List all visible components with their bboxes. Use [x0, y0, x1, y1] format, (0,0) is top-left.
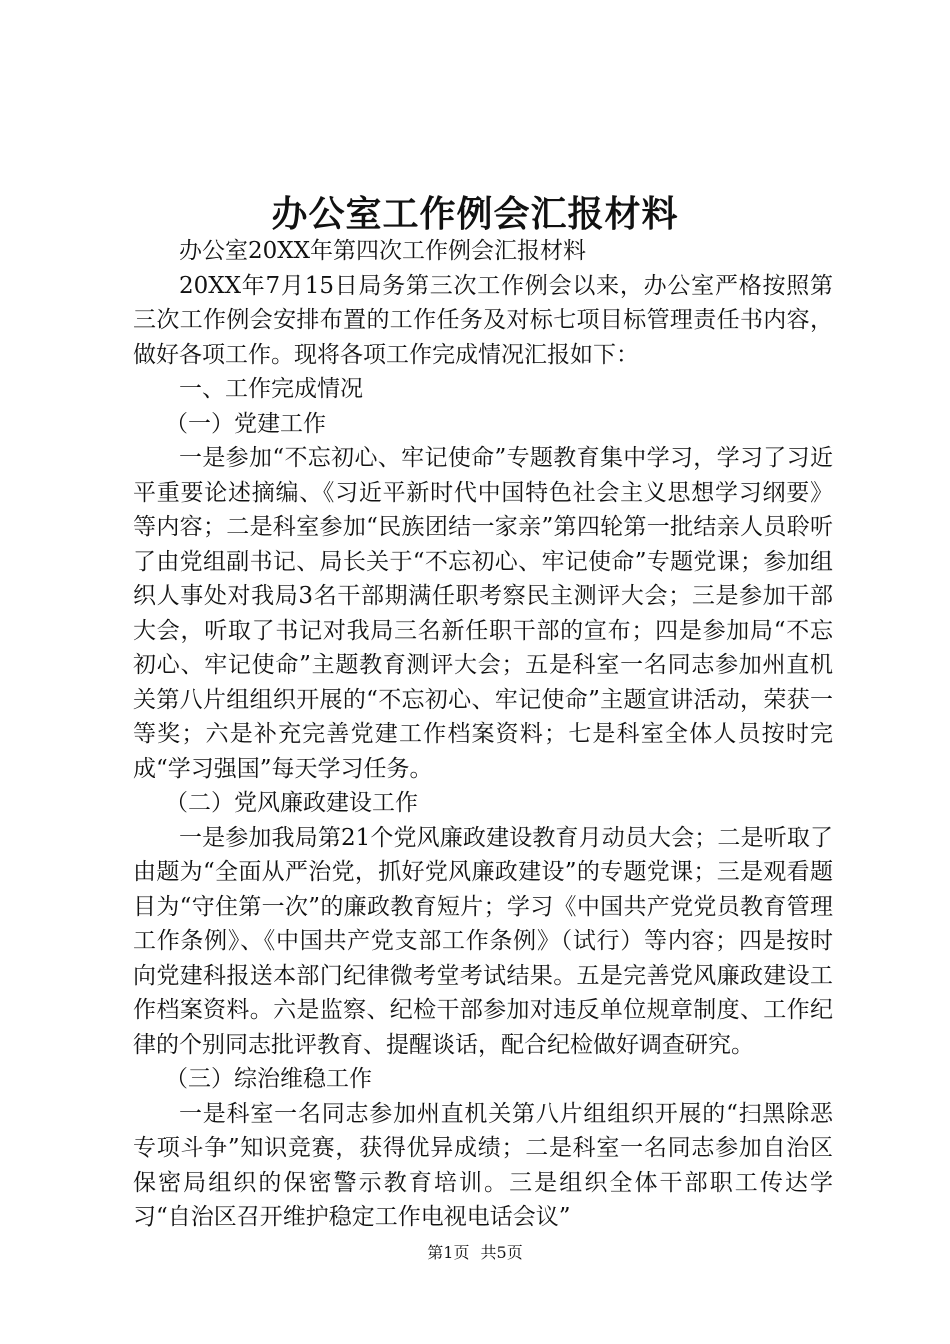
subsection-heading-clean-governance: （二）党风廉政建设工作: [165, 790, 418, 816]
section-heading-work-completion: 一、工作完成情况: [179, 376, 363, 402]
page-total: 共5页: [480, 1243, 523, 1262]
intro-paragraph: 20XX年7月15日局务第三次工作例会以来，办公室严格按照第三次工作例会安排布置的工作任务及对标七项目标管理责任书内容，做好各项工作。现将各项工作完成情况汇报如下：: [133, 272, 833, 368]
page-number: 第1页: [427, 1243, 470, 1262]
subsection-heading-stability: （三）综治维稳工作: [165, 1066, 372, 1092]
subsection-heading-party-building: （一）党建工作: [165, 410, 326, 437]
document-title: 办公室工作例会汇报材料: [271, 193, 679, 235]
report-subtitle: 办公室20XX年第四次工作例会汇报材料: [179, 238, 587, 264]
page-footer: [0, 1240, 950, 1263]
party-building-paragraph: 一是参加“不忘初心、牢记使命”专题教育集中学习，学习了习近平重要论述摘编、《习近平新时代中国特色社会主义思想学习纲要》等内容；二是科室参加“民族团结一家亲”第四轮第一批结亲人员聆听了由党组副书记、局长关于“不忘初心、牢记使命”专题党课；参加组织人事处对我局3名干部期满任职考察民主测评大会；三是参加干部大会，听取了书记对我局三名新任职干部的宣布；四是参加局“不忘初心、牢记使命”主题教育测评大会；五是科室一名同志参加州直机关第八片组组织开展的“不忘初心、牢记使命”主题宣讲活动，荣获一等奖；六是补充完善党建工作档案资料；七是科室全体人员按时完成“学习强国”每天学习任务。: [133, 445, 833, 782]
clean-governance-paragraph: 一是参加我局第21个党风廉政建设教育月动员大会；二是听取了由题为“全面从严治党，抓好党风廉政建设”的专题党课；三是观看题目为“守住第一次”的廉政教育短片；学习《中国共产党党员教育管理工作条例》、《中国共产党支部工作条例》（试行）等内容；四是按时向党建科报送本部门纪律微考堂考试结果。五是完善党风廉政建设工作档案资料。六是监察、纪检干部参加对违反单位规章制度、工作纪律的个别同志批评教育、提醒谈话，配合纪检做好调查研究。: [133, 824, 833, 1058]
stability-paragraph: 一是科室一名同志参加州直机关第八片组组织开展的“扫黑除恶专项斗争”知识竞赛，获得优异成绩；二是科室一名同志参加自治区保密局组织的保密警示教育培训。三是组织全体干部职工传达学习“自治区召开维护稳定工作电视电话会议”: [133, 1100, 833, 1230]
document-body: [133, 234, 833, 1235]
